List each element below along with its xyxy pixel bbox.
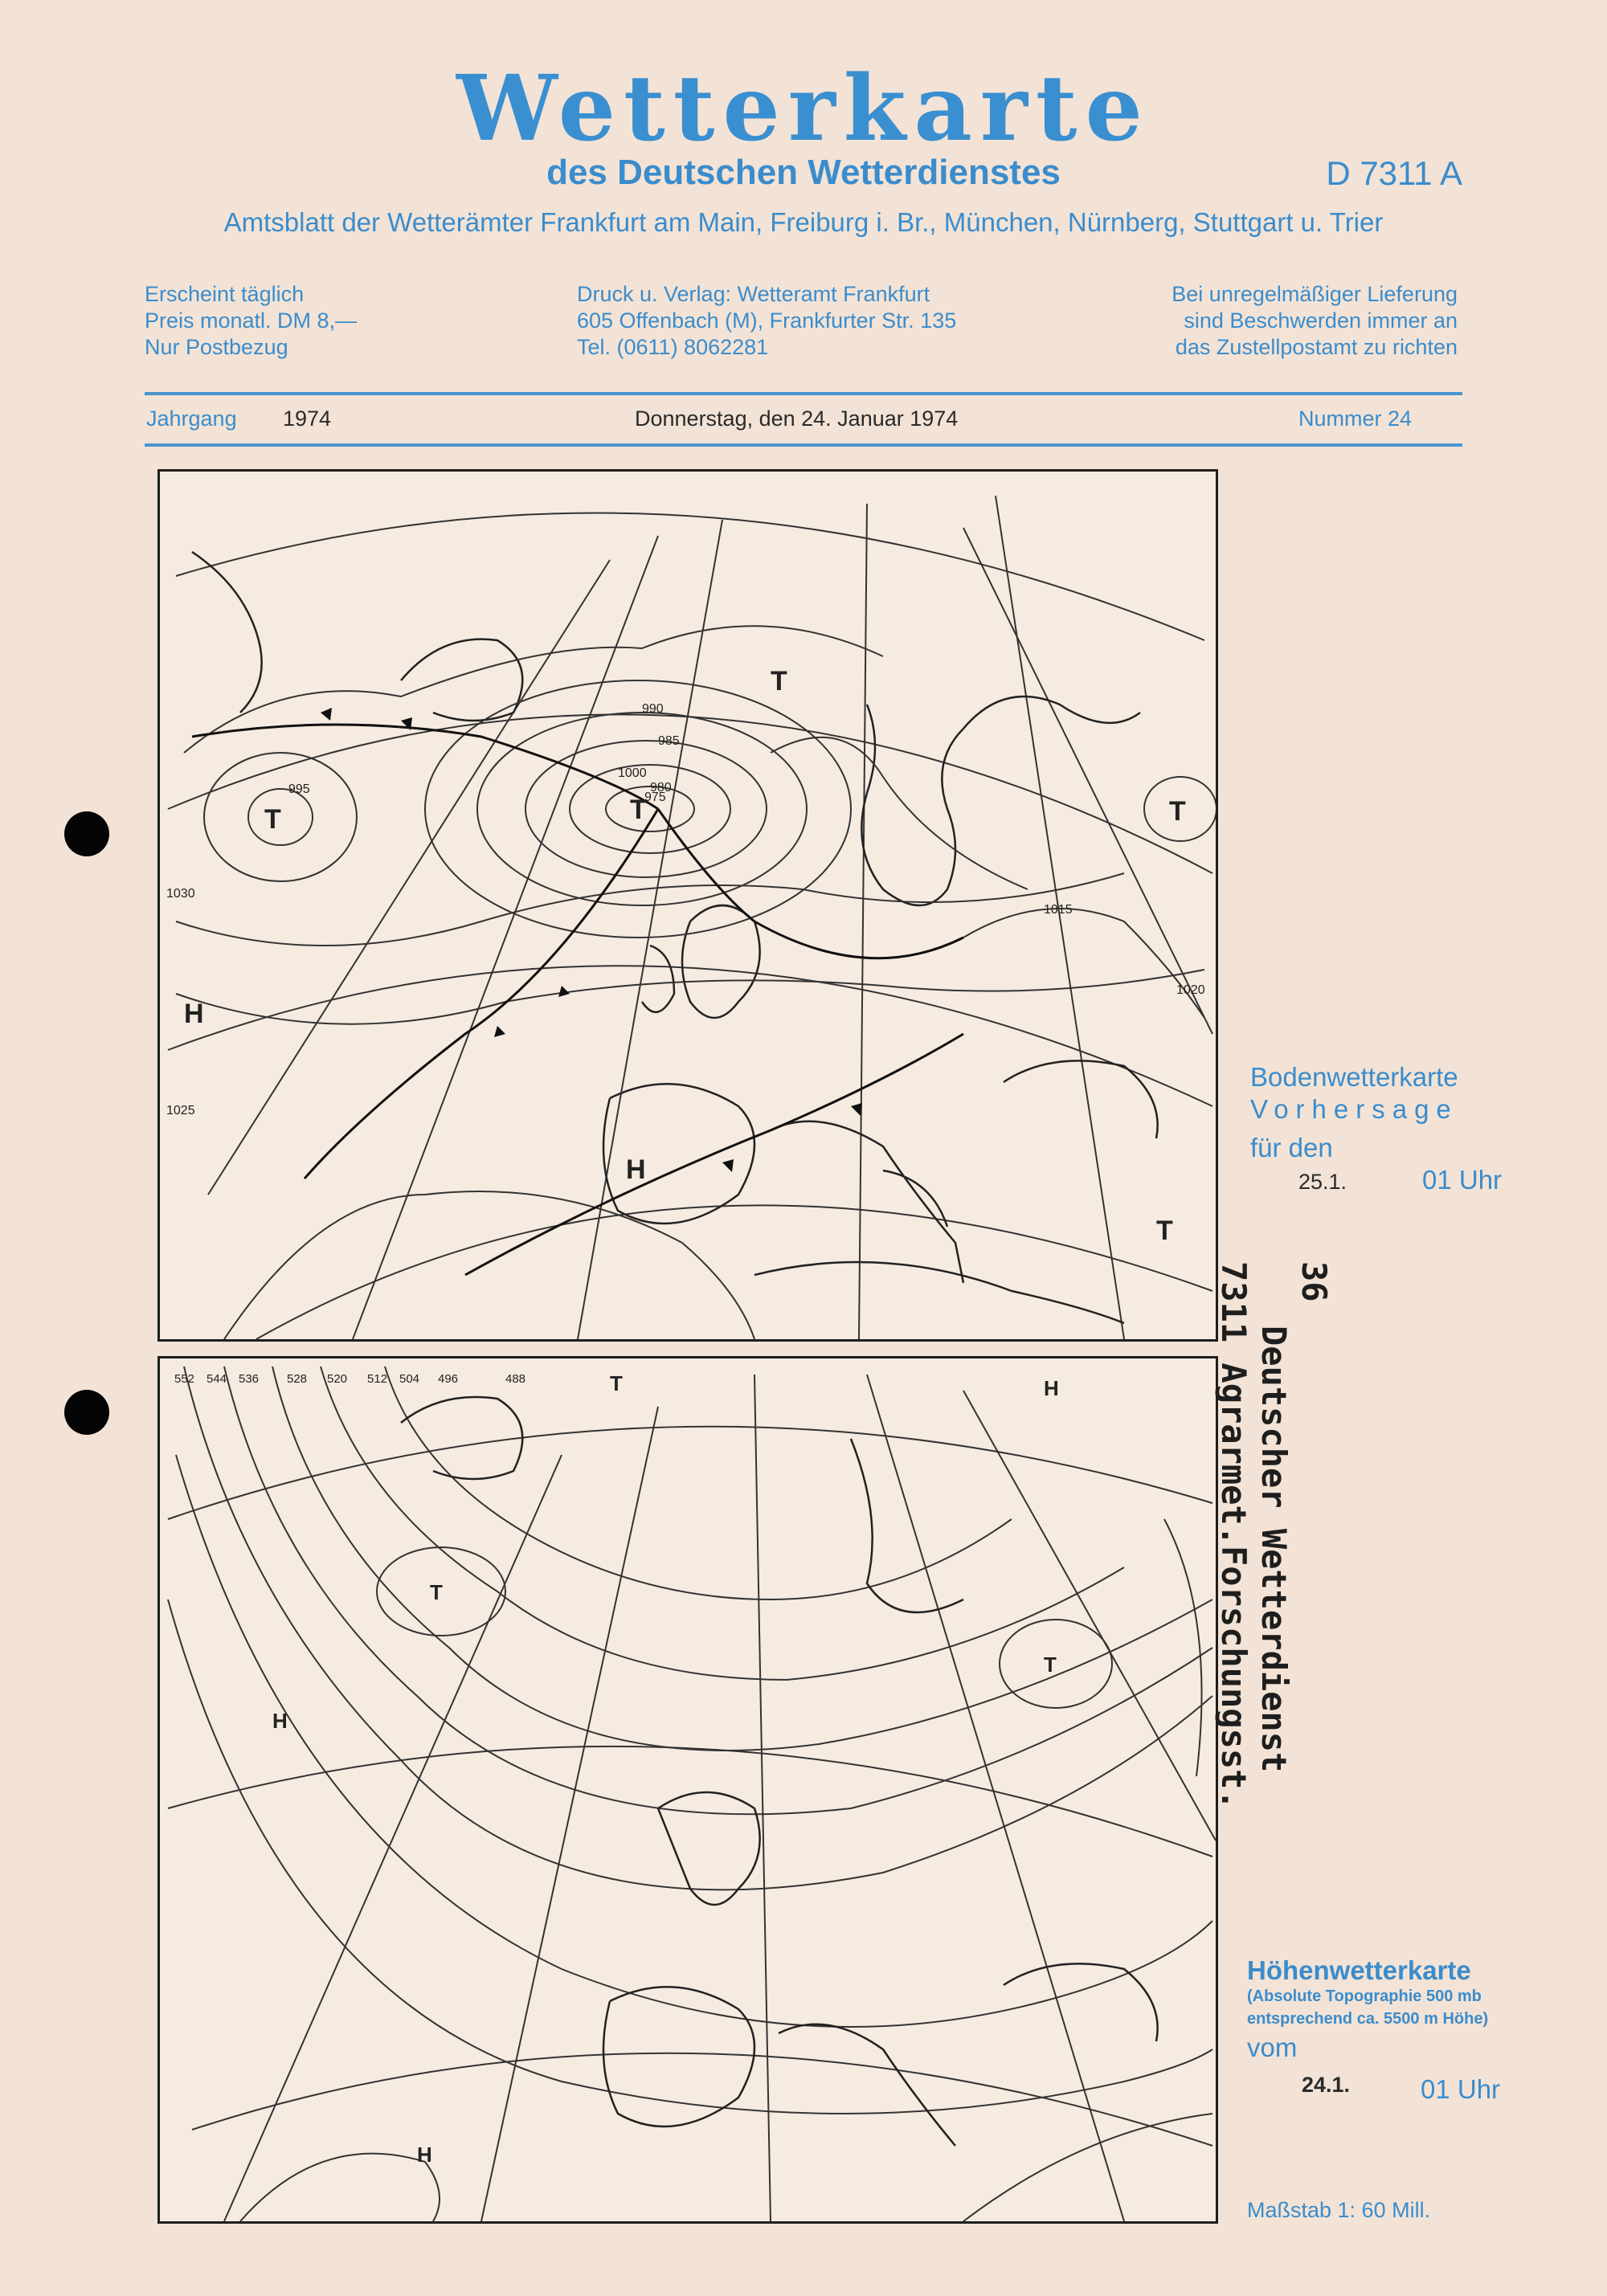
high-pressure-label: H	[626, 1154, 646, 1185]
height-label: 544	[206, 1372, 227, 1386]
upper-map-caption-sub: (Absolute Topographie 500 mb	[1247, 1988, 1482, 2005]
upper-map-date: 24.1.	[1302, 2073, 1351, 2097]
publication-code: D 7311 A	[1326, 154, 1462, 192]
surface-map-caption-title: Bodenwetterkarte	[1250, 1062, 1458, 1092]
surface-map-caption-forecast: Vorhersage	[1250, 1094, 1458, 1124]
height-label: 528	[287, 1372, 308, 1386]
info-mid-line: 605 Offenbach (M), Frankfurter Str. 135	[577, 308, 957, 333]
upper-map-caption-title: Höhenwetterkarte	[1247, 1955, 1471, 1985]
subscription-info	[145, 281, 357, 361]
upper-map-drawing	[160, 1358, 1216, 2221]
jahrgang-label: Jahrgang	[146, 406, 237, 431]
top-rule	[145, 392, 1462, 395]
isobar-label: 1025	[166, 1104, 195, 1117]
upper-low-label: T	[1044, 1653, 1057, 1677]
height-label: 512	[367, 1372, 388, 1386]
high-pressure-label: H	[184, 999, 204, 1029]
upper-map-time: 01 Uhr	[1421, 2074, 1501, 2104]
newspaper-subtitle: des Deutschen Wetterdienstes	[546, 153, 1061, 192]
height-label: 520	[327, 1372, 348, 1386]
height-label: 536	[239, 1372, 260, 1386]
upper-map-caption-sub: entsprechend ca. 5500 m Höhe)	[1247, 2010, 1489, 2028]
isobar-label: 985	[658, 734, 680, 748]
upper-map-caption-prefix: vom	[1247, 2032, 1298, 2062]
punch-hole	[64, 811, 109, 856]
isobar-label: 990	[642, 702, 664, 716]
bottom-rule	[145, 443, 1462, 447]
upper-low-label: T	[430, 1580, 443, 1604]
surface-map-drawing	[160, 472, 1216, 1339]
info-mid-line: Tel. (0611) 8062281	[577, 335, 769, 359]
info-left-line: Nur Postbezug	[145, 335, 288, 359]
map-scale: Maßstab 1: 60 Mill.	[1247, 2198, 1431, 2222]
delivery-info	[1172, 281, 1458, 361]
info-right-line: Bei unregelmäßiger Lieferung	[1172, 282, 1458, 306]
jahrgang-value: 1974	[283, 406, 332, 431]
low-pressure-label: T	[630, 795, 647, 825]
surface-map-date: 25.1.	[1298, 1170, 1347, 1194]
newspaper-title: Wetterkarte	[456, 56, 1151, 161]
issue-number: Nummer 24	[1298, 406, 1413, 431]
upper-high-label: H	[1044, 1376, 1059, 1400]
height-label: 488	[505, 1372, 526, 1386]
amtsblatt-line: Amtsblatt der Wetterämter Frankfurt am Main, Freiburg i. Br., München, Nürnberg, Stuttgart u. Trier	[223, 207, 1384, 237]
isobar-label: 1020	[1176, 983, 1205, 997]
low-pressure-label: T	[1169, 796, 1186, 827]
library-stamp	[1173, 1261, 1334, 1920]
stamp-line: Deutscher Wetterdienst	[1254, 1326, 1294, 1773]
upper-low-label: T	[610, 1371, 623, 1395]
height-label: 496	[438, 1372, 459, 1386]
info-left-line: Preis monatl. DM 8,—	[145, 308, 358, 333]
publisher-info	[577, 281, 956, 361]
info-mid-line: Druck u. Verlag: Wetteramt Frankfurt	[577, 282, 930, 306]
surface-weather-map	[157, 469, 1218, 1342]
upper-high-label: H	[272, 1709, 288, 1733]
isobar-label: 1015	[1044, 903, 1073, 917]
isobar-label: 1000	[618, 766, 647, 780]
stamp-line: 7311 Agrarmet.Forschungsst.	[1214, 1261, 1253, 1810]
info-left-line: Erscheint täglich	[145, 282, 305, 306]
low-pressure-label: T	[264, 804, 281, 835]
isobar-label: 1030	[166, 887, 195, 901]
surface-map-caption-prefix: für den	[1250, 1133, 1333, 1162]
info-right-line: sind Beschwerden immer an	[1184, 308, 1458, 333]
info-right-line: das Zustellpostamt zu richten	[1175, 335, 1458, 359]
isobar-label: 995	[288, 782, 310, 796]
height-label: 504	[399, 1372, 420, 1386]
stamp-number: 36	[1294, 1261, 1334, 1302]
isobar-label: 975	[644, 791, 666, 804]
height-label: 552	[174, 1372, 195, 1386]
low-pressure-label: T	[1156, 1215, 1173, 1246]
issue-date: Donnerstag, den 24. Januar 1974	[635, 406, 959, 431]
surface-map-time: 01 Uhr	[1422, 1165, 1503, 1195]
isobar-label: 980	[650, 781, 672, 795]
low-pressure-label: T	[771, 666, 787, 697]
upper-high-label: H	[417, 2143, 432, 2167]
punch-hole	[64, 1390, 109, 1435]
upper-air-map	[157, 1356, 1218, 2224]
